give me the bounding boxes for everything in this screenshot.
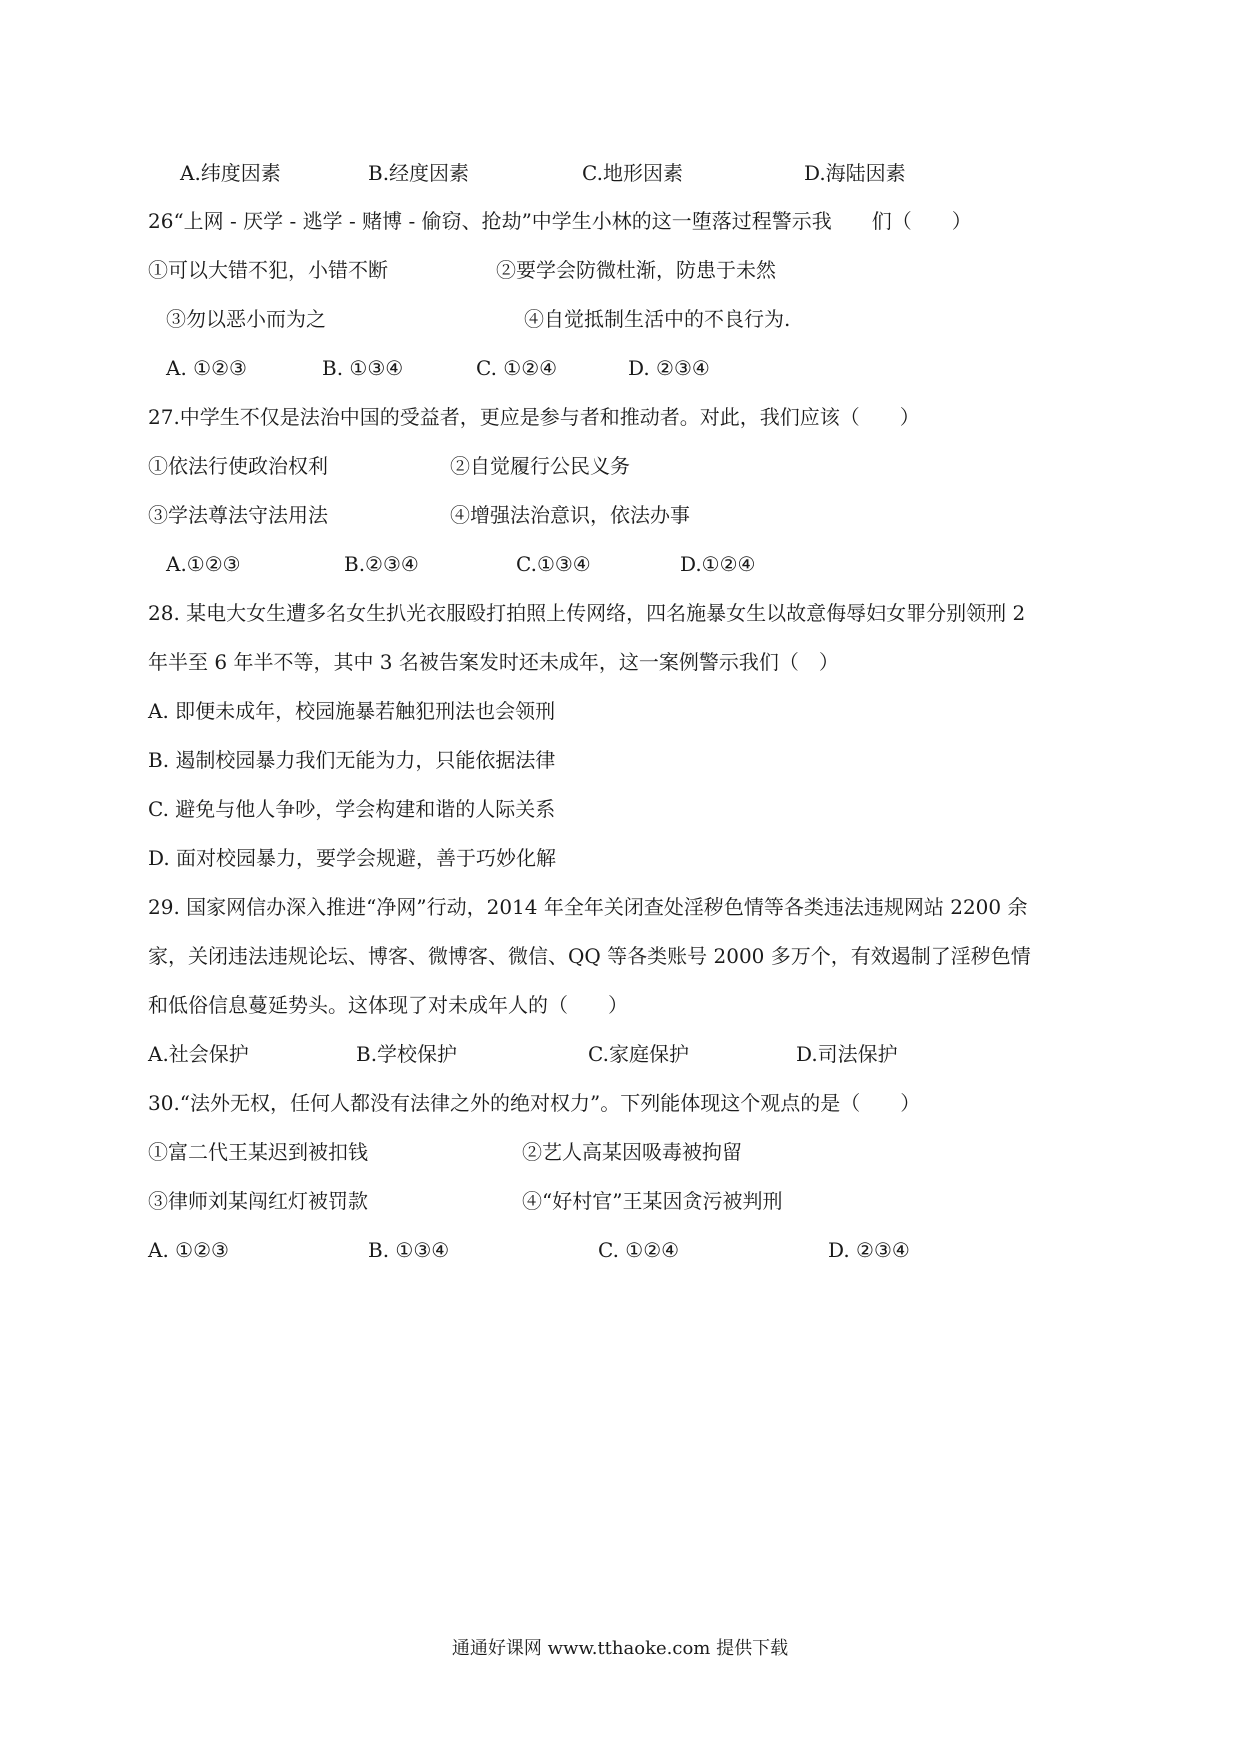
q26-option-b: B. ①③④ — [322, 356, 404, 380]
q27-option-c: C.①③④ — [516, 552, 591, 576]
q30-item-1: ①富二代王某迟到被扣钱 — [148, 1140, 368, 1164]
q26-item-1: ①可以大错不犯，小错不断 — [148, 258, 388, 282]
q26-item-3: ③勿以恶小而为之 — [166, 307, 326, 331]
q28-stem-line-2: 年半至 6 年半不等，其中 3 名被告案发时还未成年，这一案例警示我们（ ） — [148, 650, 839, 674]
q27-item-4: ④增强法治意识，依法办事 — [450, 503, 690, 527]
q27-option-d: D.①②④ — [680, 552, 756, 576]
q26-option-c: C. ①②④ — [476, 356, 558, 380]
q27-option-a: A.①②③ — [166, 552, 241, 576]
q30-item-4: ④“好村官”王某因贪污被判刑 — [522, 1189, 783, 1213]
q28-option-d: D. 面对校园暴力，要学会规避，善于巧妙化解 — [148, 846, 557, 870]
q25-option-a: A.纬度因素 — [180, 161, 281, 185]
q26-item-4: ④自觉抵制生活中的不良行为. — [524, 307, 791, 331]
q30-item-3: ③律师刘某闯红灯被罚款 — [148, 1189, 368, 1213]
q30-stem: 30.“法外无权，任何人都没有法律之外的绝对权力”。下列能体现这个观点的是（ ） — [148, 1091, 921, 1115]
q26-option-d: D. ②③④ — [628, 356, 710, 380]
q25-option-c: C.地形因素 — [582, 161, 683, 185]
q25-option-d: D.海陆因素 — [804, 161, 906, 185]
q27-stem: 27.中学生不仅是法治中国的受益者，更应是参与者和推动者。对此，我们应该（ ） — [148, 405, 920, 429]
q29-option-d: D.司法保护 — [796, 1042, 898, 1066]
q27-item-2: ②自觉履行公民义务 — [450, 454, 630, 478]
q27-item-3: ③学法尊法守法用法 — [148, 503, 328, 527]
q30-item-2: ②艺人高某因吸毒被拘留 — [522, 1140, 742, 1164]
q29-option-b: B.学校保护 — [356, 1042, 458, 1066]
q26-option-a: A. ①②③ — [166, 356, 247, 380]
page-footer: 通通好课网 www.tthaoke.com 提供下载 — [451, 1638, 789, 1659]
q29-stem-line-3: 和低俗信息蔓延势头。这体现了对未成年人的（ ） — [148, 993, 628, 1017]
q29-option-a: A.社会保护 — [148, 1042, 249, 1066]
q28-option-b: B. 遏制校园暴力我们无能为力，只能依据法律 — [148, 748, 556, 772]
q27-option-b: B.②③④ — [344, 552, 419, 576]
q26-stem: 26“上网 - 厌学 - 逃学 - 赌博 - 偷窃、抢劫”中学生小林的这一堕落过程警示我 们（ ） — [148, 209, 972, 233]
q26-item-2: ②要学会防微杜渐，防患于未然 — [496, 258, 776, 282]
q30-option-c: C. ①②④ — [598, 1238, 680, 1262]
q28-option-c: C. 避免与他人争吵，学会构建和谐的人际关系 — [148, 797, 556, 821]
q25-option-b: B.经度因素 — [368, 161, 470, 185]
q29-option-c: C.家庭保护 — [588, 1042, 689, 1066]
q28-stem-line-1: 28. 某电大女生遭多名女生扒光衣服殴打拍照上传网络，四名施暴女生以故意侮辱妇女罪分别领刑 2 — [148, 601, 1026, 625]
q30-option-d: D. ②③④ — [828, 1238, 910, 1262]
q29-stem-line-1: 29. 国家网信办深入推进“净网”行动，2014 年全年关闭查处淫秽色情等各类违法违规网站 2200 余 — [148, 895, 1028, 919]
q27-item-1: ①依法行使政治权利 — [148, 454, 328, 478]
q30-option-a: A. ①②③ — [148, 1238, 229, 1262]
q30-option-b: B. ①③④ — [368, 1238, 450, 1262]
q29-stem-line-2: 家，关闭违法违规论坛、博客、微博客、微信、QQ 等各类账号 2000 多万个，有效遏制了淫秽色情 — [148, 944, 1031, 968]
q28-option-a: A. 即便未成年，校园施暴若触犯刑法也会领刑 — [148, 699, 556, 723]
